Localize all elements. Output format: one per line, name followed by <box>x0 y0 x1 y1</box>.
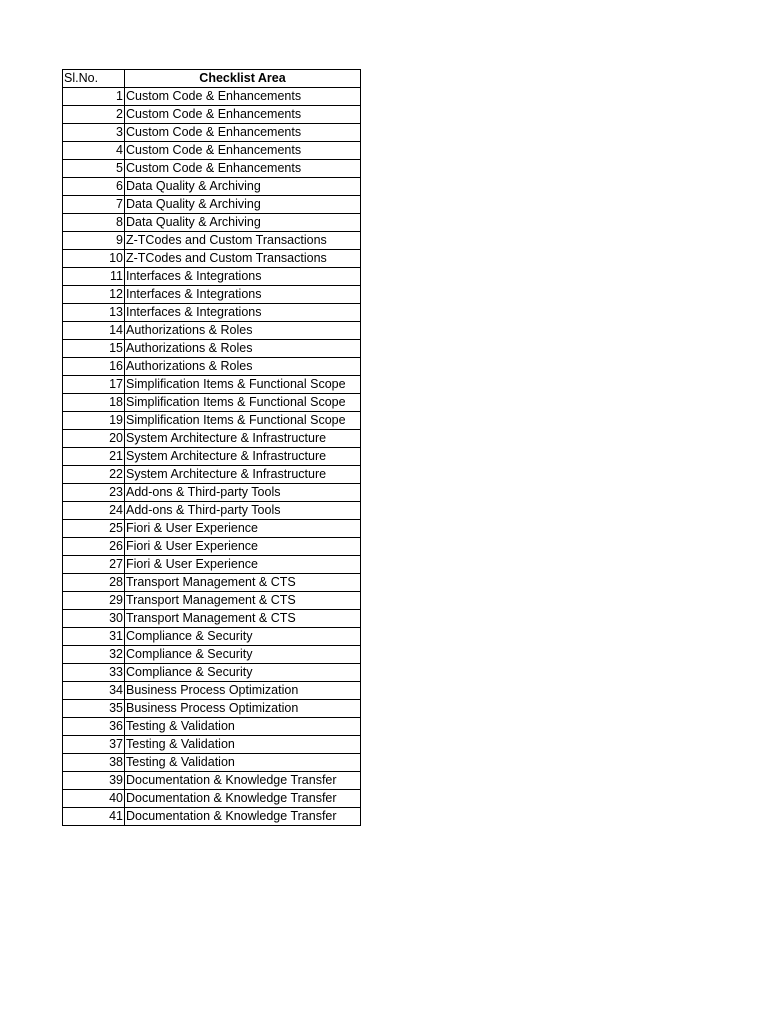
checklist-area-cell: Add-ons & Third-party Tools <box>125 484 361 502</box>
table-row <box>63 556 361 574</box>
checklist-area-cell: Custom Code & Enhancements <box>125 160 361 178</box>
table-row <box>63 160 361 178</box>
row-number-cell: 25 <box>63 520 125 538</box>
checklist-area-cell: Compliance & Security <box>125 646 361 664</box>
table-row <box>63 322 361 340</box>
checklist-area-cell: Compliance & Security <box>125 628 361 646</box>
table-row <box>63 754 361 772</box>
checklist-area-cell: Custom Code & Enhancements <box>125 142 361 160</box>
table-row <box>63 268 361 286</box>
checklist-table <box>62 69 361 826</box>
table-row <box>63 628 361 646</box>
row-number-cell: 18 <box>63 394 125 412</box>
table-row <box>63 808 361 826</box>
table-row <box>63 610 361 628</box>
row-number-cell: 28 <box>63 574 125 592</box>
table-row <box>63 250 361 268</box>
row-number-cell: 16 <box>63 358 125 376</box>
row-number-cell: 8 <box>63 214 125 232</box>
checklist-area-cell: Add-ons & Third-party Tools <box>125 502 361 520</box>
checklist-area-cell: Fiori & User Experience <box>125 556 361 574</box>
header-sl-no: Sl.No. <box>63 70 125 88</box>
row-number-cell: 37 <box>63 736 125 754</box>
row-number-cell: 22 <box>63 466 125 484</box>
row-number-cell: 38 <box>63 754 125 772</box>
row-number-cell: 10 <box>63 250 125 268</box>
table-row <box>63 718 361 736</box>
checklist-area-cell: Simplification Items & Functional Scope <box>125 412 361 430</box>
table-row <box>63 682 361 700</box>
row-number-cell: 17 <box>63 376 125 394</box>
checklist-area-cell: Custom Code & Enhancements <box>125 106 361 124</box>
row-number-cell: 12 <box>63 286 125 304</box>
row-number-cell: 26 <box>63 538 125 556</box>
table-row <box>63 592 361 610</box>
checklist-area-cell: Testing & Validation <box>125 754 361 772</box>
checklist-area-cell: Authorizations & Roles <box>125 340 361 358</box>
table-row <box>63 646 361 664</box>
checklist-area-cell: Testing & Validation <box>125 736 361 754</box>
checklist-area-cell: Data Quality & Archiving <box>125 214 361 232</box>
row-number-cell: 9 <box>63 232 125 250</box>
table-row <box>63 466 361 484</box>
table-row <box>63 196 361 214</box>
checklist-area-cell: Simplification Items & Functional Scope <box>125 394 361 412</box>
row-number-cell: 13 <box>63 304 125 322</box>
row-number-cell: 34 <box>63 682 125 700</box>
checklist-area-cell: Fiori & User Experience <box>125 520 361 538</box>
table-row <box>63 448 361 466</box>
table-row <box>63 376 361 394</box>
table-row <box>63 286 361 304</box>
table-row <box>63 124 361 142</box>
row-number-cell: 29 <box>63 592 125 610</box>
table-row <box>63 340 361 358</box>
row-number-cell: 31 <box>63 628 125 646</box>
table-row <box>63 736 361 754</box>
checklist-area-cell: Data Quality & Archiving <box>125 196 361 214</box>
checklist-area-cell: Authorizations & Roles <box>125 322 361 340</box>
row-number-cell: 36 <box>63 718 125 736</box>
checklist-area-cell: Interfaces & Integrations <box>125 304 361 322</box>
table-row <box>63 394 361 412</box>
table-row <box>63 178 361 196</box>
table-body <box>63 88 361 826</box>
checklist-area-cell: Z-TCodes and Custom Transactions <box>125 232 361 250</box>
table-row <box>63 664 361 682</box>
row-number-cell: 6 <box>63 178 125 196</box>
row-number-cell: 11 <box>63 268 125 286</box>
header-row <box>63 70 361 88</box>
row-number-cell: 33 <box>63 664 125 682</box>
checklist-area-cell: System Architecture & Infrastructure <box>125 430 361 448</box>
row-number-cell: 21 <box>63 448 125 466</box>
table-row <box>63 772 361 790</box>
row-number-cell: 14 <box>63 322 125 340</box>
row-number-cell: 27 <box>63 556 125 574</box>
row-number-cell: 39 <box>63 772 125 790</box>
row-number-cell: 20 <box>63 430 125 448</box>
checklist-area-cell: Documentation & Knowledge Transfer <box>125 808 361 826</box>
row-number-cell: 2 <box>63 106 125 124</box>
checklist-area-cell: Z-TCodes and Custom Transactions <box>125 250 361 268</box>
table-row <box>63 142 361 160</box>
checklist-area-cell: Simplification Items & Functional Scope <box>125 376 361 394</box>
table-row <box>63 520 361 538</box>
table-row <box>63 484 361 502</box>
checklist-area-cell: Transport Management & CTS <box>125 574 361 592</box>
table-row <box>63 88 361 106</box>
row-number-cell: 32 <box>63 646 125 664</box>
checklist-area-cell: Transport Management & CTS <box>125 610 361 628</box>
row-number-cell: 30 <box>63 610 125 628</box>
table-row <box>63 232 361 250</box>
row-number-cell: 1 <box>63 88 125 106</box>
checklist-area-cell: System Architecture & Infrastructure <box>125 466 361 484</box>
checklist-area-cell: Fiori & User Experience <box>125 538 361 556</box>
checklist-area-cell: Compliance & Security <box>125 664 361 682</box>
table-row <box>63 538 361 556</box>
checklist-area-cell: Custom Code & Enhancements <box>125 124 361 142</box>
table-row <box>63 304 361 322</box>
checklist-area-cell: Authorizations & Roles <box>125 358 361 376</box>
checklist-area-cell: Custom Code & Enhancements <box>125 88 361 106</box>
row-number-cell: 23 <box>63 484 125 502</box>
row-number-cell: 3 <box>63 124 125 142</box>
row-number-cell: 40 <box>63 790 125 808</box>
table-row <box>63 358 361 376</box>
row-number-cell: 15 <box>63 340 125 358</box>
row-number-cell: 35 <box>63 700 125 718</box>
row-number-cell: 5 <box>63 160 125 178</box>
row-number-cell: 19 <box>63 412 125 430</box>
row-number-cell: 4 <box>63 142 125 160</box>
checklist-area-cell: System Architecture & Infrastructure <box>125 448 361 466</box>
table-row <box>63 700 361 718</box>
table-row <box>63 430 361 448</box>
header-checklist-area: Checklist Area <box>125 70 361 88</box>
row-number-cell: 24 <box>63 502 125 520</box>
checklist-area-cell: Transport Management & CTS <box>125 592 361 610</box>
checklist-area-cell: Documentation & Knowledge Transfer <box>125 790 361 808</box>
table-row <box>63 214 361 232</box>
row-number-cell: 7 <box>63 196 125 214</box>
row-number-cell: 41 <box>63 808 125 826</box>
table-row <box>63 502 361 520</box>
checklist-area-cell: Business Process Optimization <box>125 682 361 700</box>
table-row <box>63 106 361 124</box>
checklist-area-cell: Data Quality & Archiving <box>125 178 361 196</box>
checklist-area-cell: Testing & Validation <box>125 718 361 736</box>
table-header <box>63 70 361 88</box>
table-row <box>63 412 361 430</box>
table-row <box>63 574 361 592</box>
checklist-area-cell: Interfaces & Integrations <box>125 268 361 286</box>
checklist-area-cell: Documentation & Knowledge Transfer <box>125 772 361 790</box>
checklist-area-cell: Interfaces & Integrations <box>125 286 361 304</box>
checklist-area-cell: Business Process Optimization <box>125 700 361 718</box>
table-row <box>63 790 361 808</box>
